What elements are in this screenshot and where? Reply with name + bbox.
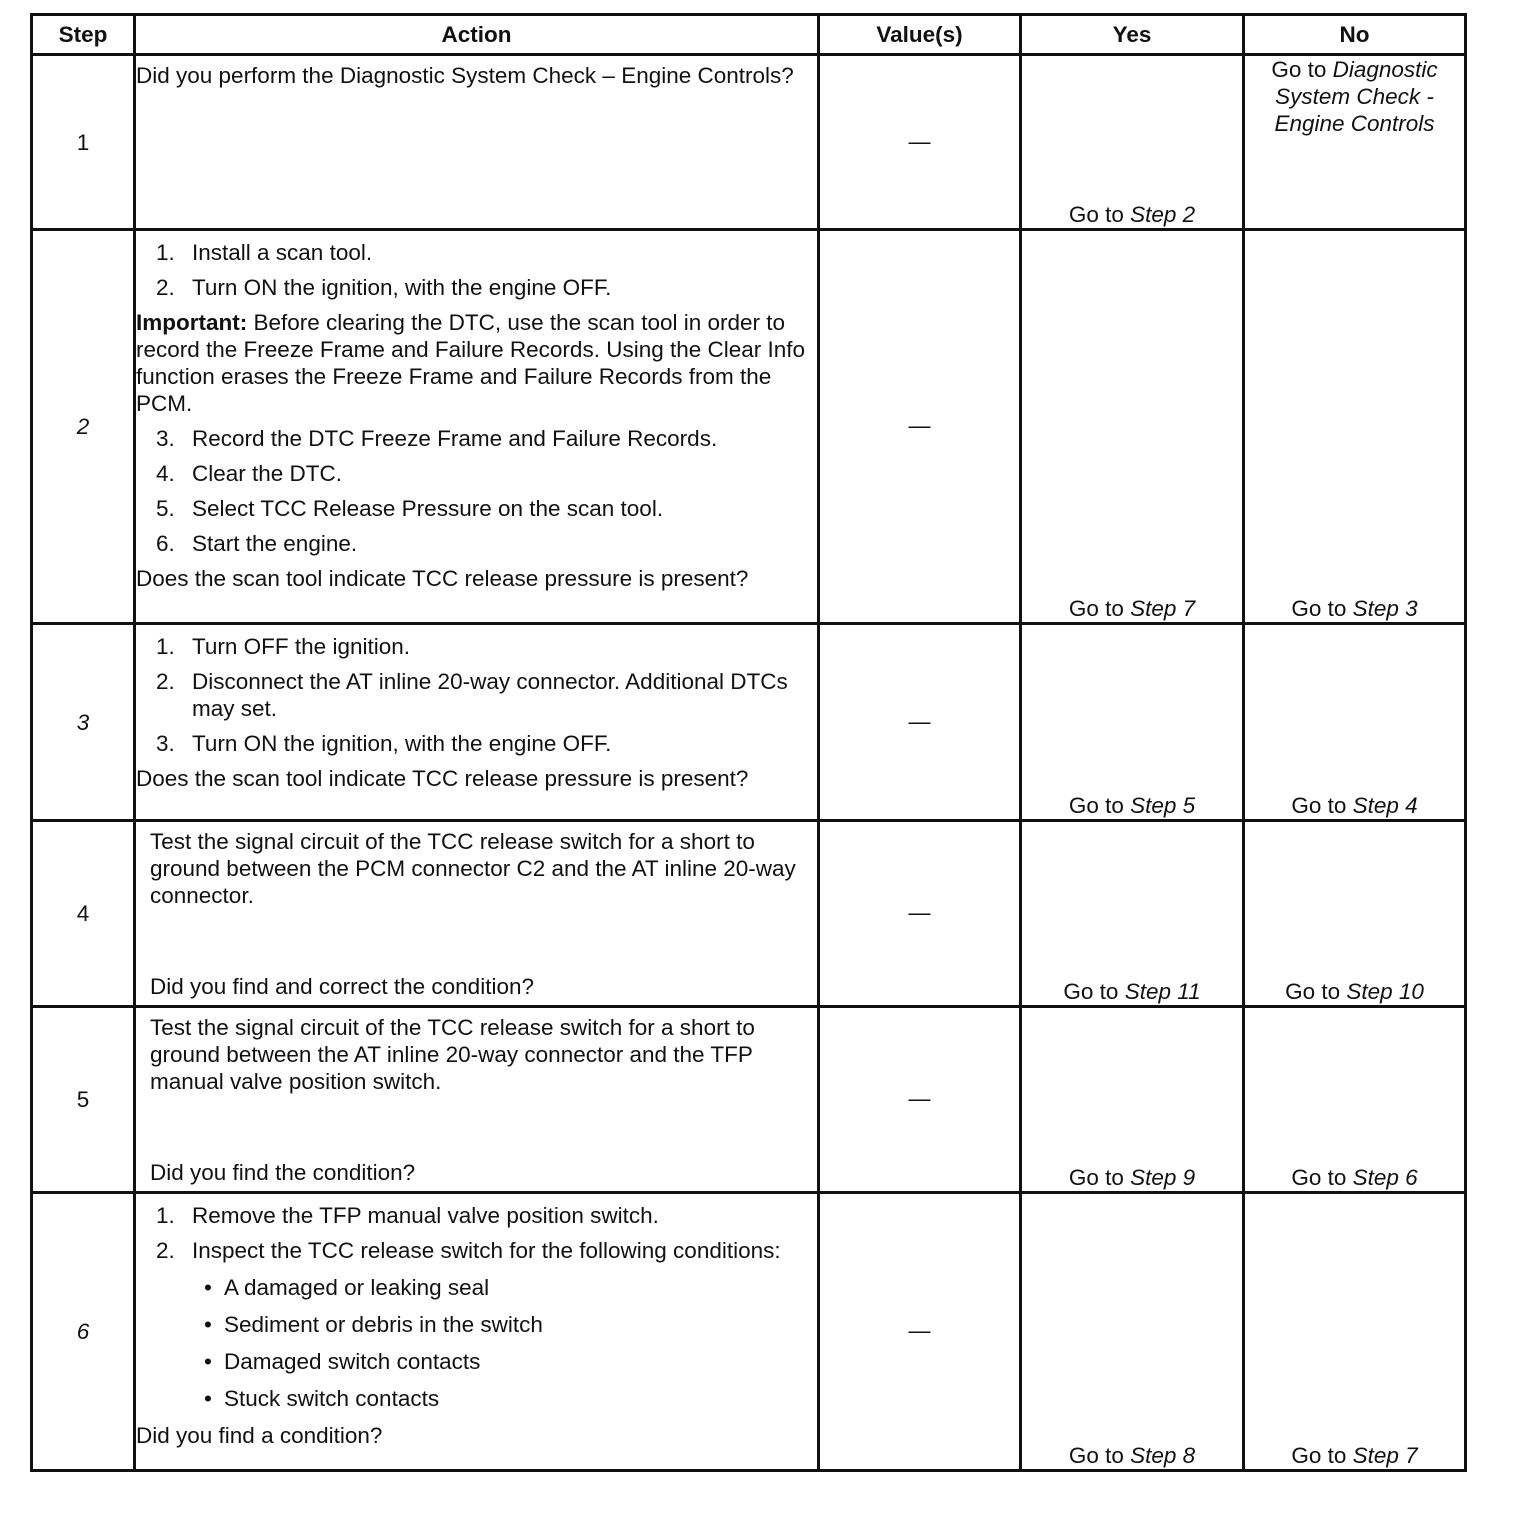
value-cell: — [819,1193,1021,1471]
value-cell: — [819,55,1021,230]
list-item: 3. Record the DTC Freeze Frame and Failure Records. [156,426,718,451]
yes-cell: Go to Step 9 [1021,1007,1244,1193]
table-row [32,1193,1466,1471]
action-question: Did you find a condition? [136,1423,383,1448]
list-item: 1. Remove the TFP manual valve position switch. [156,1203,659,1228]
header-no: No [1244,15,1466,55]
no-cell: Go to Step 4 [1244,624,1466,821]
header-action: Action [135,15,819,55]
no-cell: Go to Step 10 [1244,821,1466,1007]
yes-cell: Go to Step 11 [1021,821,1244,1007]
list-item: 3. Turn ON the ignition, with the engine OFF. [156,731,612,756]
header-values: Value(s) [819,15,1021,55]
no-cell: Go to Diagnostic System Check - Engine Controls [1244,55,1466,230]
list-item: 4. Clear the DTC. [156,461,343,486]
action-steps [136,425,817,557]
list-item: 1. Install a scan tool. [156,240,373,265]
action-cell [135,55,819,230]
list-item: 1. Turn OFF the ignition. [156,634,411,659]
header-row [32,15,1466,55]
yes-cell: Go to Step 7 [1021,230,1244,624]
diagnostic-table [30,13,1467,1472]
list-item: 2. Turn ON the ignition, with the engine OFF. [156,275,612,300]
step-number: 6 [32,1193,135,1471]
value-cell: — [819,821,1021,1007]
list-item: • Damaged switch contacts [204,1349,481,1374]
list-item: 2. Disconnect the AT inline 20-way connector. Additional DTCs may set. [156,669,788,721]
action-cell [135,821,819,1007]
condition-bullets [204,1274,817,1412]
list-item: • Sediment or debris in the switch [204,1312,543,1337]
value-cell: — [819,624,1021,821]
action-text: Test the signal circuit of the TCC release switch for a short to ground between the PCM connector C2 and the AT inline 20-way connector. [150,829,796,908]
yes-cell: Go to Step 8 [1021,1193,1244,1471]
action-cell [135,624,819,821]
header-yes: Yes [1021,15,1244,55]
table-row [32,821,1466,1007]
action-question: Did you find the condition? [150,1160,416,1185]
action-cell [135,230,819,624]
action-steps [136,633,817,757]
list-item: • Stuck switch contacts [204,1386,440,1411]
action-cell [135,1007,819,1193]
list-item: 6. Start the engine. [156,531,358,556]
value-cell: — [819,1007,1021,1193]
no-cell: Go to Step 7 [1244,1193,1466,1471]
list-item: 2. Inspect the TCC release switch for the following conditions: [156,1238,781,1263]
table-row [32,624,1466,821]
step-number: 1 [32,55,135,230]
yes-cell: Go to Step 2 [1021,55,1244,230]
step-number: 2 [32,230,135,624]
table-row [32,230,1466,624]
step-number: 3 [32,624,135,821]
action-steps [136,1202,817,1264]
step-number: 4 [32,821,135,1007]
action-question: Does the scan tool indicate TCC release pressure is present? [136,766,749,791]
value-cell: — [819,230,1021,624]
action-question: Did you find and correct the condition? [150,974,534,999]
no-cell: Go to Step 3 [1244,230,1466,624]
action-question: Did you perform the Diagnostic System Check – Engine Controls? [136,63,794,88]
action-text: Test the signal circuit of the TCC release switch for a short to ground between the AT inline 20-way connector and the TFP manual valve position switch. [150,1015,755,1094]
action-steps [136,239,817,301]
important-note: Important: Before clearing the DTC, use the scan tool in order to record the Freeze Frame and Failure Records. Using the Clear Info function erases the Freeze Frame and Failure Records from the PCM. [136,310,806,416]
list-item: • A damaged or leaking seal [204,1275,490,1300]
action-question: Does the scan tool indicate TCC release pressure is present? [136,566,749,591]
list-item: 5. Select TCC Release Pressure on the scan tool. [156,496,664,521]
action-cell [135,1193,819,1471]
table-row [32,55,1466,230]
header-step: Step [32,15,135,55]
yes-cell: Go to Step 5 [1021,624,1244,821]
step-number: 5 [32,1007,135,1193]
no-cell: Go to Step 6 [1244,1007,1466,1193]
table-row [32,1007,1466,1193]
